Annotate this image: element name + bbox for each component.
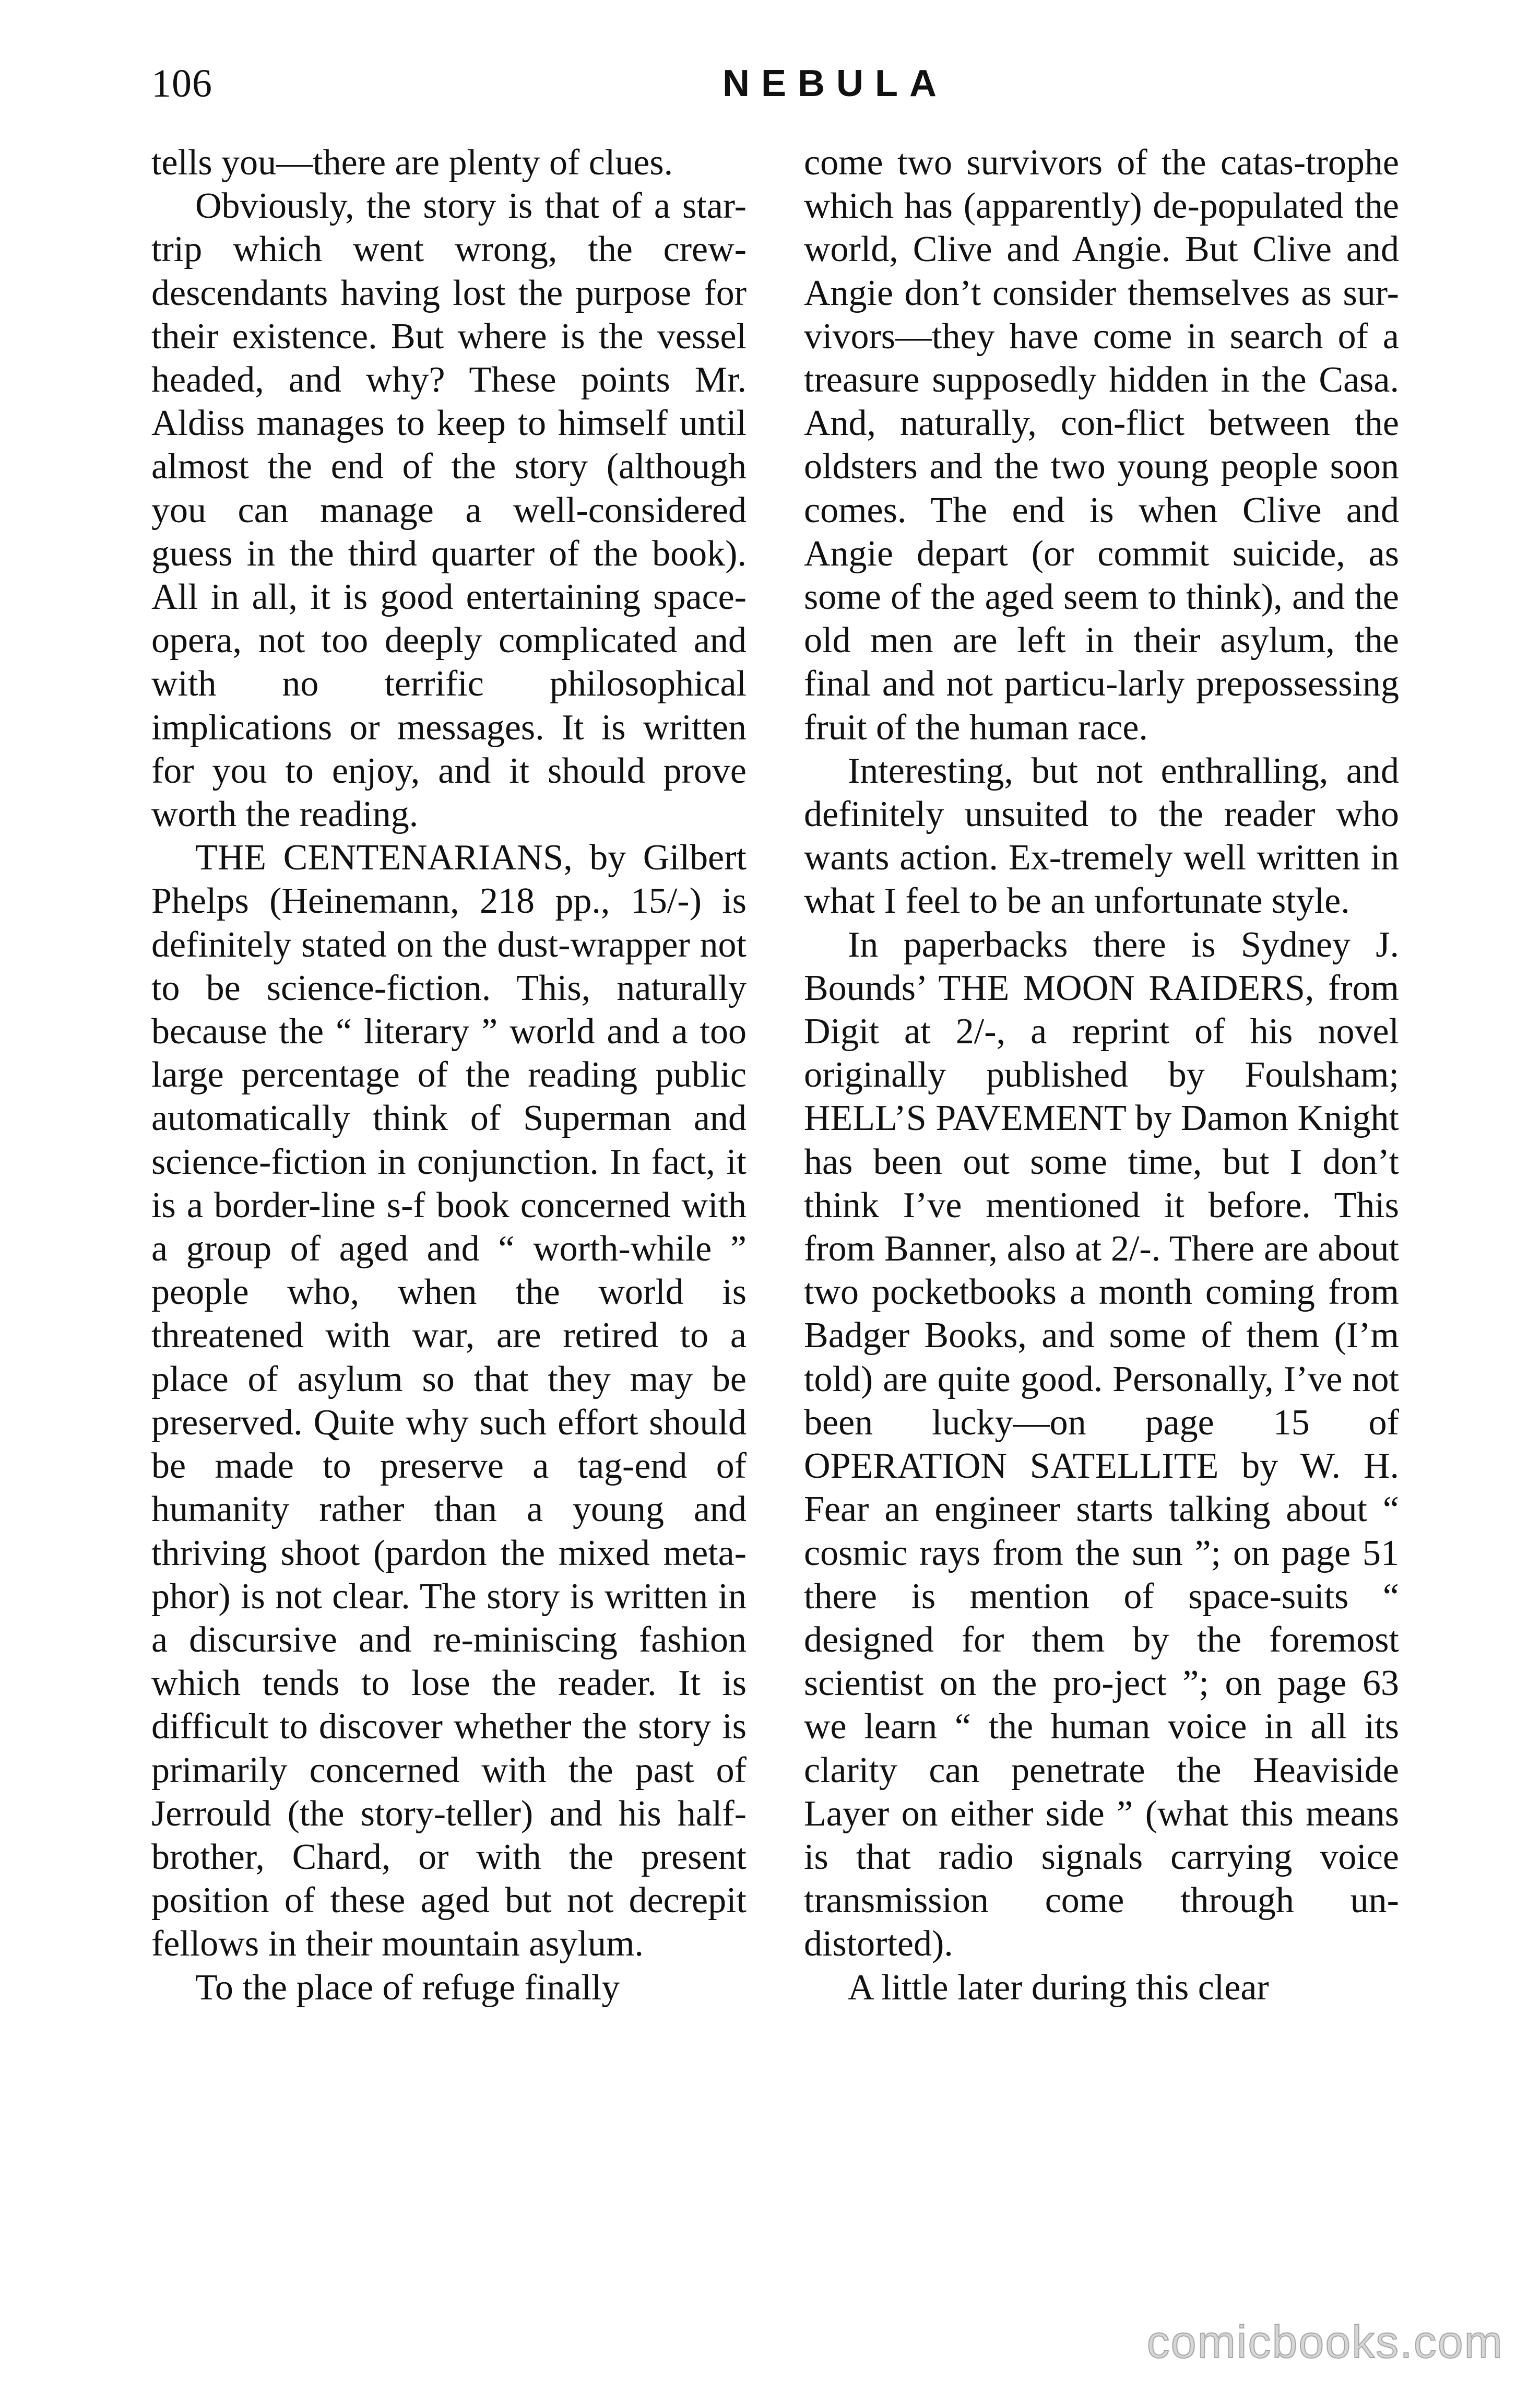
paragraph-centenarians-review: THE CENTENARIANS, by Gilbert Phelps (Heinemann, 218 pp., 15/-) is definitely stated on the dust-wrapper not to be science-fiction. This, naturally because the “ literary ” world and a too large percentage of the reading public automatically think of Superman and science-fiction in conjunction. In fact, it is a border-line s-f book concerned with a group of aged and “ worth-while ” people who, when the world is threatened with war, are retired to a place of asylum so that they may be preserved. Quite why such effort should be made to preserve a tag-end of humanity rather than a young and thriving shoot (pardon the mixed meta-phor) is not clear. The story is written in a discursive and re-miniscing fashion which tends to lose the reader. It is difficult to discover whether the story is primarily concerned with the past of Jerrould (the story-teller) and his half-brother, Chard, or with the present position of these aged but not decrepit fellows in their mountain asylum.	[151, 838, 747, 1964]
page-header	[151, 57, 1404, 120]
paragraph-style-verdict: Interesting, but not enthralling, and definitely unsuited to the reader who wants action. Ex-tremely well written in what I feel to be an unfortunate style.	[804, 750, 1399, 922]
paragraph-refuge-start: To the place of refuge finally	[195, 1967, 620, 2008]
site-watermark: comicbooks.com	[1146, 2316, 1503, 2368]
paragraph-survivors: come two survivors of the catas-trophe which has (apparently) de-populated the world, Clive and Angie. But Clive and Angie don’t consider themselves as sur-vivors—they have come in search of a treasure supposedly hidden in the Casa. And, naturally, con-flict between the oldsters and the two young people soon comes. The end is when Clive and Angie depart (or commit suicide, as some of the aged seem to think), and the old men are left in their asylum, the final and not particu-larly prepossessing fruit of the human race.	[804, 143, 1399, 748]
paragraph-later-start: A little later during this clear	[848, 1967, 1269, 2008]
left-column	[151, 141, 747, 2009]
right-column	[804, 141, 1399, 2009]
paragraph-continued: tells you—there are plenty of clues.	[151, 143, 673, 183]
page-number: 106	[151, 62, 212, 105]
paragraph-star-trip-review: Obviously, the story is that of a star-trip which went wrong, the crew-descendants having lost the purpose for their existence. But where is the vessel headed, and why? These points Mr. Aldiss manages to keep to himself until almost the end of the story (although you can manage a well-considered guess in the third quarter of the book). All in all, it is good entertaining space-opera, not too deeply complicated and with no terrific philosophical implications or messages. It is written for you to enjoy, and it should prove worth the reading.	[151, 186, 747, 835]
running-title: NEBULA	[722, 63, 948, 104]
paragraph-paperbacks: In paperbacks there is Sydney J. Bounds’ THE MOON RAIDERS, from Digit at 2/-, a reprint of his novel originally published by Foulsham; HELL’S PAVEMENT by Damon Knight has been out some time, but I don’t think I’ve mentioned it before. This from Banner, also at 2/-. There are about two pocketbooks a month coming from Badger Books, and some of them (I’m told) are quite good. Personally, I’ve not been lucky—on page 15 of OPERATION SATELLITE by W. H. Fear an engineer starts talking about “ cosmic rays from the sun ”; on page 51 there is mention of space-suits “ designed for them by the foremost scientist on the pro-ject ”; on page 63 we learn “ the human voice in all its clarity can penetrate the Heaviside Layer on either side ” (what this means is that radio signals carrying voice transmission come through un-distorted).	[804, 924, 1399, 1964]
